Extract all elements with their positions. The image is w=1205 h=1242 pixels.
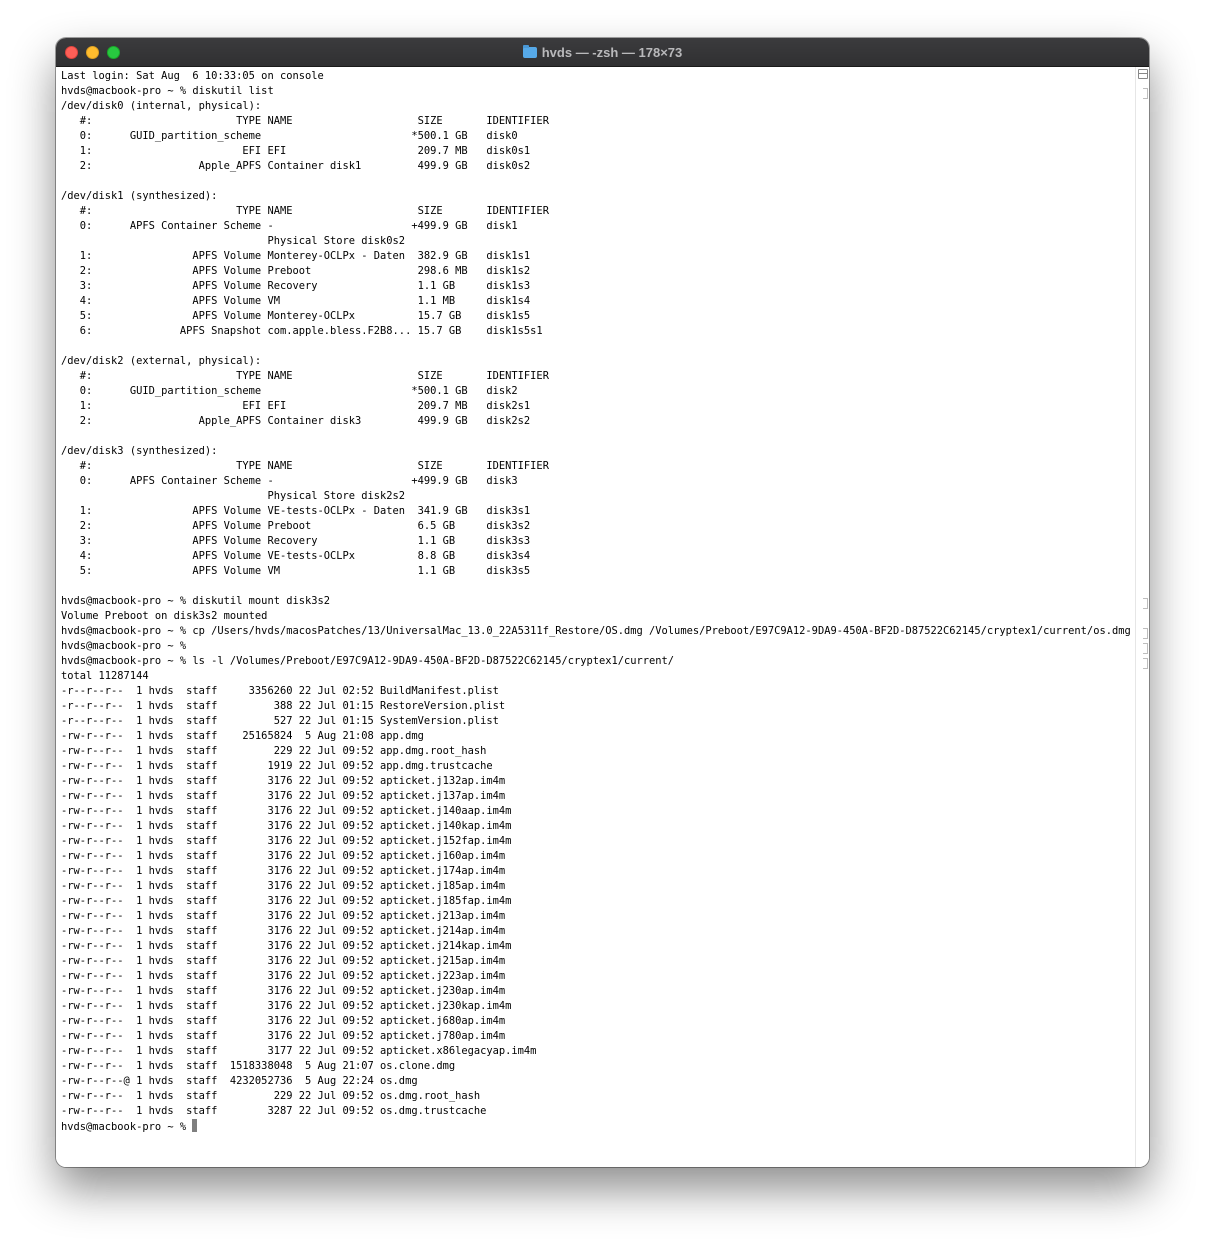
terminal-line: 4: APFS Volume VM 1.1 MB disk1s4 — [61, 295, 531, 307]
terminal-line: total 11287144 — [61, 670, 149, 682]
terminal-line: -rw-r--r-- 1 hvds staff 3176 22 Jul 09:52 apticket.j230ap.im4m — [61, 985, 506, 997]
terminal-line: -rw-r--r-- 1 hvds staff 3176 22 Jul 09:52 apticket.j213ap.im4m — [61, 910, 506, 922]
split-pane-icon[interactable] — [1138, 69, 1148, 79]
terminal-line: -rw-r--r-- 1 hvds staff 1919 22 Jul 09:52 app.dmg.trustcache — [61, 760, 493, 772]
terminal-line: 3: APFS Volume Recovery 1.1 GB disk3s3 — [61, 535, 531, 547]
terminal-line: 1: EFI EFI 209.7 MB disk2s1 — [61, 400, 531, 412]
terminal-line: -r--r--r-- 1 hvds staff 388 22 Jul 01:15 RestoreVersion.plist — [61, 700, 506, 712]
terminal-line: 2: APFS Volume Preboot 298.6 MB disk1s2 — [61, 265, 531, 277]
terminal-line: 5: APFS Volume Monterey-OCLPx 15.7 GB disk1s5 — [61, 310, 531, 322]
terminal-line: -rw-r--r-- 1 hvds staff 3287 22 Jul 09:52 os.dmg.trustcache — [61, 1105, 487, 1117]
terminal-line: -rw-r--r-- 1 hvds staff 3176 22 Jul 09:52 apticket.j185fap.im4m — [61, 895, 512, 907]
title-bar — [56, 38, 1149, 67]
terminal-output[interactable] — [56, 67, 1136, 1167]
terminal-line: -rw-r--r-- 1 hvds staff 3176 22 Jul 09:52 apticket.j132ap.im4m — [61, 775, 506, 787]
terminal-line: hvds@macbook-pro ~ % ls -l /Volumes/Preboot/E97C9A12-9DA9-450A-BF2D-D87522C62145/cryptex1/current/ — [61, 655, 675, 667]
terminal-line: /dev/disk1 (synthesized): — [61, 190, 218, 202]
terminal-line — [61, 339, 1136, 354]
terminal-line: /dev/disk0 (internal, physical): — [61, 100, 262, 112]
terminal-line: 1: APFS Volume Monterey-OCLPx - Daten 382.9 GB disk1s1 — [61, 250, 531, 262]
terminal-line: -rw-r--r-- 1 hvds staff 25165824 5 Aug 21:08 app.dmg — [61, 730, 424, 742]
terminal-line: 2: Apple_APFS Container disk1 499.9 GB disk0s2 — [61, 160, 531, 172]
terminal-line — [61, 174, 1136, 189]
terminal-line: hvds@macbook-pro ~ % — [61, 1119, 1136, 1134]
terminal-line: -rw-r--r-- 1 hvds staff 3176 22 Jul 09:52 apticket.j780ap.im4m — [61, 1030, 506, 1042]
terminal-line: -r--r--r-- 1 hvds staff 527 22 Jul 01:15 SystemVersion.plist — [61, 715, 499, 727]
terminal-line: -rw-r--r-- 1 hvds staff 3176 22 Jul 09:52 apticket.j214kap.im4m — [61, 940, 512, 952]
terminal-line: 3: APFS Volume Recovery 1.1 GB disk1s3 — [61, 280, 531, 292]
text-cursor — [192, 1119, 197, 1132]
terminal-line: 1: EFI EFI 209.7 MB disk0s1 — [61, 145, 531, 157]
terminal-line: #: TYPE NAME SIZE IDENTIFIER — [61, 115, 549, 127]
terminal-line: -rw-r--r-- 1 hvds staff 3176 22 Jul 09:52 apticket.j215ap.im4m — [61, 955, 506, 967]
terminal-line: #: TYPE NAME SIZE IDENTIFIER — [61, 205, 549, 217]
terminal-line: 0: APFS Container Scheme - +499.9 GB disk3 — [61, 475, 518, 487]
terminal-line: -rw-r--r-- 1 hvds staff 3176 22 Jul 09:52 apticket.j185ap.im4m — [61, 880, 506, 892]
mark-indicator — [1143, 658, 1148, 669]
terminal-line: Physical Store disk0s2 — [61, 235, 406, 247]
terminal-line: -r--r--r-- 1 hvds staff 3356260 22 Jul 02:52 BuildManifest.plist — [61, 685, 499, 697]
terminal-line: -rw-r--r-- 1 hvds staff 229 22 Jul 09:52 os.dmg.root_hash — [61, 1090, 481, 1102]
terminal-line: -rw-r--r-- 1 hvds staff 3176 22 Jul 09:52 apticket.j160ap.im4m — [61, 850, 506, 862]
terminal-line: -rw-r--r-- 1 hvds staff 3177 22 Jul 09:52 apticket.x86legacyap.im4m — [61, 1045, 537, 1057]
terminal-line: 0: GUID_partition_scheme *500.1 GB disk0 — [61, 130, 518, 142]
terminal-line — [61, 579, 1136, 594]
mark-indicator — [1143, 598, 1148, 609]
terminal-text — [56, 67, 1136, 1134]
terminal-line: -rw-r--r-- 1 hvds staff 3176 22 Jul 09:52 apticket.j140aap.im4m — [61, 805, 512, 817]
terminal-line: hvds@macbook-pro ~ % — [61, 640, 187, 652]
mark-indicator — [1143, 88, 1148, 99]
terminal-line: hvds@macbook-pro ~ % diskutil list — [61, 85, 274, 97]
terminal-line: -rw-r--r-- 1 hvds staff 3176 22 Jul 09:52 apticket.j140kap.im4m — [61, 820, 512, 832]
terminal-line: Last login: Sat Aug 6 10:33:05 on console — [61, 70, 324, 82]
terminal-line: 0: GUID_partition_scheme *500.1 GB disk2 — [61, 385, 518, 397]
terminal-line: 6: APFS Snapshot com.apple.bless.F2B8... 15.7 GB disk1s5s1 — [61, 325, 543, 337]
terminal-line: Volume Preboot on disk3s2 mounted — [61, 610, 268, 622]
terminal-line: /dev/disk2 (external, physical): — [61, 355, 262, 367]
terminal-line: hvds@macbook-pro ~ % diskutil mount disk3s2 — [61, 595, 330, 607]
folder-icon — [523, 47, 537, 58]
mark-indicator — [1143, 643, 1148, 654]
window-title-area — [56, 38, 1149, 66]
terminal-line: -rw-r--r-- 1 hvds staff 3176 22 Jul 09:52 apticket.j137ap.im4m — [61, 790, 506, 802]
terminal-line: 0: APFS Container Scheme - +499.9 GB disk1 — [61, 220, 518, 232]
terminal-line — [61, 429, 1136, 444]
mark-indicator — [1143, 628, 1148, 639]
terminal-line: -rw-r--r-- 1 hvds staff 3176 22 Jul 09:52 apticket.j223ap.im4m — [61, 970, 506, 982]
terminal-line: -rw-r--r-- 1 hvds staff 3176 22 Jul 09:52 apticket.j230kap.im4m — [61, 1000, 512, 1012]
terminal-line: Physical Store disk2s2 — [61, 490, 406, 502]
terminal-line: 1: APFS Volume VE-tests-OCLPx - Daten 341.9 GB disk3s1 — [61, 505, 531, 517]
window-title: hvds — -zsh — 178×73 — [541, 44, 683, 60]
terminal-line: -rw-r--r--@ 1 hvds staff 4232052736 5 Aug 22:24 os.dmg — [61, 1075, 418, 1087]
terminal-line: -rw-r--r-- 1 hvds staff 3176 22 Jul 09:52 apticket.j214ap.im4m — [61, 925, 506, 937]
terminal-line: -rw-r--r-- 1 hvds staff 1518338048 5 Aug 21:07 os.clone.dmg — [61, 1060, 456, 1072]
scrollbar[interactable] — [1135, 67, 1149, 1167]
terminal-line: #: TYPE NAME SIZE IDENTIFIER — [61, 370, 549, 382]
terminal-line: 5: APFS Volume VM 1.1 GB disk3s5 — [61, 565, 531, 577]
terminal-line: 2: APFS Volume Preboot 6.5 GB disk3s2 — [61, 520, 531, 532]
terminal-line: -rw-r--r-- 1 hvds staff 3176 22 Jul 09:52 apticket.j152fap.im4m — [61, 835, 512, 847]
terminal-line: -rw-r--r-- 1 hvds staff 3176 22 Jul 09:52 apticket.j174ap.im4m — [61, 865, 506, 877]
terminal-line: /dev/disk3 (synthesized): — [61, 445, 218, 457]
terminal-window — [56, 38, 1149, 1167]
terminal-line: 2: Apple_APFS Container disk3 499.9 GB disk2s2 — [61, 415, 531, 427]
terminal-line: hvds@macbook-pro ~ % cp /Users/hvds/macosPatches/13/UniversalMac_13.0_22A5311f_Restore/OS.dmg /Volumes/Preboot/E97C9A12-9DA9-450A-BF2D-D87522C62145/cryptex1/current/os.dmg — [61, 625, 1131, 637]
terminal-line: 4: APFS Volume VE-tests-OCLPx 8.8 GB disk3s4 — [61, 550, 531, 562]
terminal-line: -rw-r--r-- 1 hvds staff 229 22 Jul 09:52 app.dmg.root_hash — [61, 745, 487, 757]
terminal-line: -rw-r--r-- 1 hvds staff 3176 22 Jul 09:52 apticket.j680ap.im4m — [61, 1015, 506, 1027]
terminal-line: #: TYPE NAME SIZE IDENTIFIER — [61, 460, 549, 472]
